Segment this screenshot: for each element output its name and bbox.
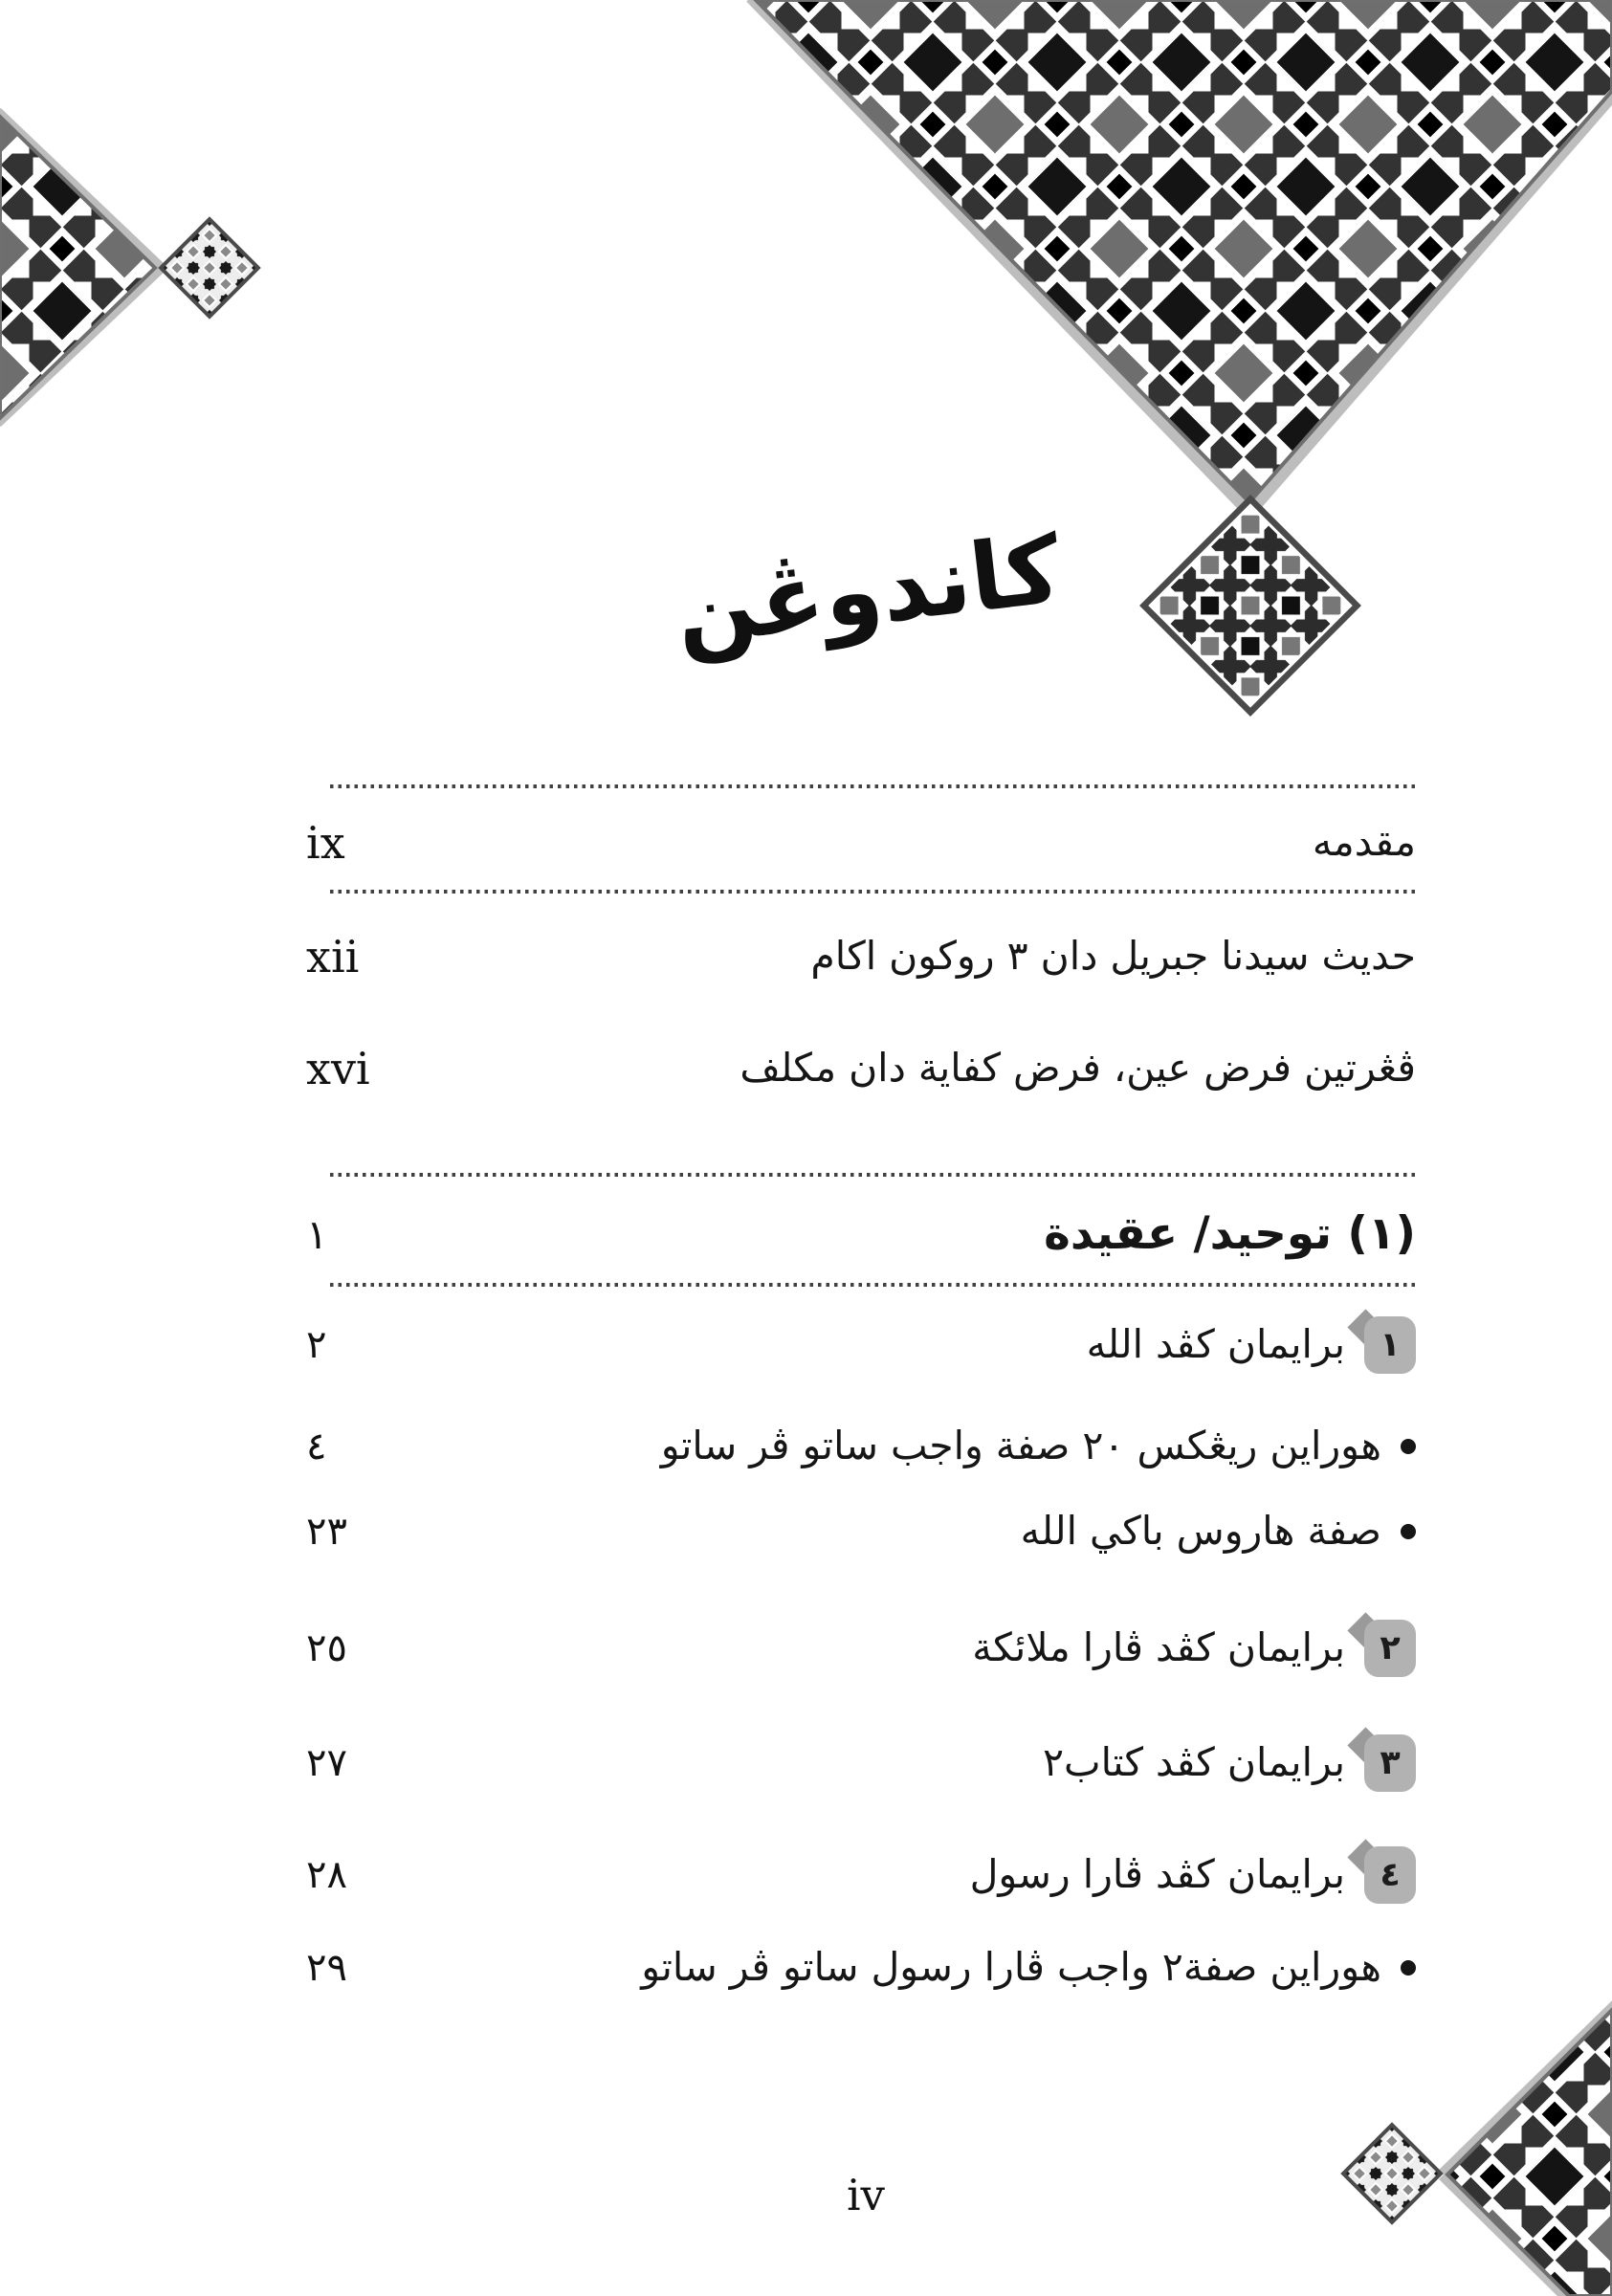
toc-entry-label: برايمان كڤد كتاب٢ <box>1043 1739 1345 1786</box>
toc-entry-label: برايمان كڤد ڤارا رسول <box>969 1851 1345 1898</box>
toc-subentry-sifat-harus <box>306 1497 1529 1566</box>
toc-page-number: ٢ <box>306 1323 327 1367</box>
dotted-separator <box>330 890 1416 894</box>
dotted-separator <box>330 1173 1416 1177</box>
entry-number-badge <box>1364 1846 1416 1904</box>
toc-page-number: ٢٥ <box>306 1626 347 1670</box>
corner-ornament-bottom-right <box>1444 2005 1612 2296</box>
bullet-icon <box>1401 1960 1416 1976</box>
toc-row-pengertian-fardu <box>306 1034 1416 1103</box>
toc-page-number: xii <box>306 931 360 982</box>
page-title: كاندوڠن <box>670 515 1067 668</box>
toc-entry-label: برايمان كڤد ڤارا ملائكة <box>972 1624 1345 1671</box>
toc-subentry-huraian-sifat-rasul <box>306 1933 1529 2002</box>
toc-section-header-tauhid <box>306 1193 1416 1275</box>
toc-page-number: ix <box>306 817 345 869</box>
toc-row-label: مقدمه <box>1312 819 1416 866</box>
badge-number: ٤ <box>1364 1846 1416 1904</box>
toc-entry-iman-kepada-allah <box>306 1311 1416 1380</box>
toc-row-muqaddimah <box>306 808 1416 877</box>
diamond-ornament-title <box>1139 495 1361 717</box>
bullet-icon <box>1401 1439 1416 1454</box>
bullet-icon <box>1401 1524 1416 1539</box>
toc-subentry-label: صفة هاروس باكي الله <box>1020 1508 1381 1555</box>
toc-entry-iman-kepada-kitab <box>306 1729 1416 1798</box>
toc-row-hadith-jibril <box>306 922 1416 991</box>
entry-number-badge <box>1364 1316 1416 1374</box>
badge-number: ٣ <box>1364 1734 1416 1792</box>
badge-number: ٢ <box>1364 1620 1416 1677</box>
toc-page-number: ٢٧ <box>306 1741 347 1785</box>
dotted-separator <box>330 1283 1416 1287</box>
diamond-ornament-left <box>158 216 260 319</box>
toc-row-label: ڤڠرتين فرض عين، فرض كفاية دان مكلف <box>740 1045 1416 1092</box>
toc-page-number: xvi <box>306 1043 370 1094</box>
folio-page-number: iv <box>847 2170 885 2220</box>
toc-section-label: (١) توحيد/ عقيدة <box>1044 1206 1416 1260</box>
toc-entry-iman-kepada-malaikat <box>306 1614 1416 1683</box>
toc-row-label: حديث سيدنا جبريل دان ٣ روكون اكام <box>810 933 1416 980</box>
toc-page-number: ٢٩ <box>306 1946 347 1990</box>
dotted-separator <box>330 784 1416 788</box>
toc-subentry-label: هوراين ريڠكس ٢٠ صفة واجب ساتو ڤر ساتو <box>660 1423 1381 1469</box>
entry-number-badge <box>1364 1734 1416 1792</box>
toc-entry-label: برايمان كڤد الله <box>1086 1321 1345 1368</box>
corner-ornament-left <box>0 113 159 422</box>
corner-ornament-top-right <box>752 0 1612 510</box>
toc-subentry-huraian-20-sifat <box>306 1412 1529 1481</box>
toc-page-number: ٤ <box>306 1424 327 1468</box>
badge-number: ١ <box>1364 1316 1416 1374</box>
toc-entry-iman-kepada-rasul <box>306 1841 1416 1910</box>
toc-subentry-label: هوراين صفة٢ واجب ڤارا رسول ساتو ڤر ساتو <box>641 1944 1381 1991</box>
toc-page-number: ١ <box>306 1210 328 1258</box>
toc-page-number: ٢٣ <box>306 1510 347 1554</box>
diamond-ornament-bottom-right <box>1340 2122 1443 2224</box>
toc-page-number: ٢٨ <box>306 1853 347 1897</box>
entry-number-badge <box>1364 1620 1416 1677</box>
